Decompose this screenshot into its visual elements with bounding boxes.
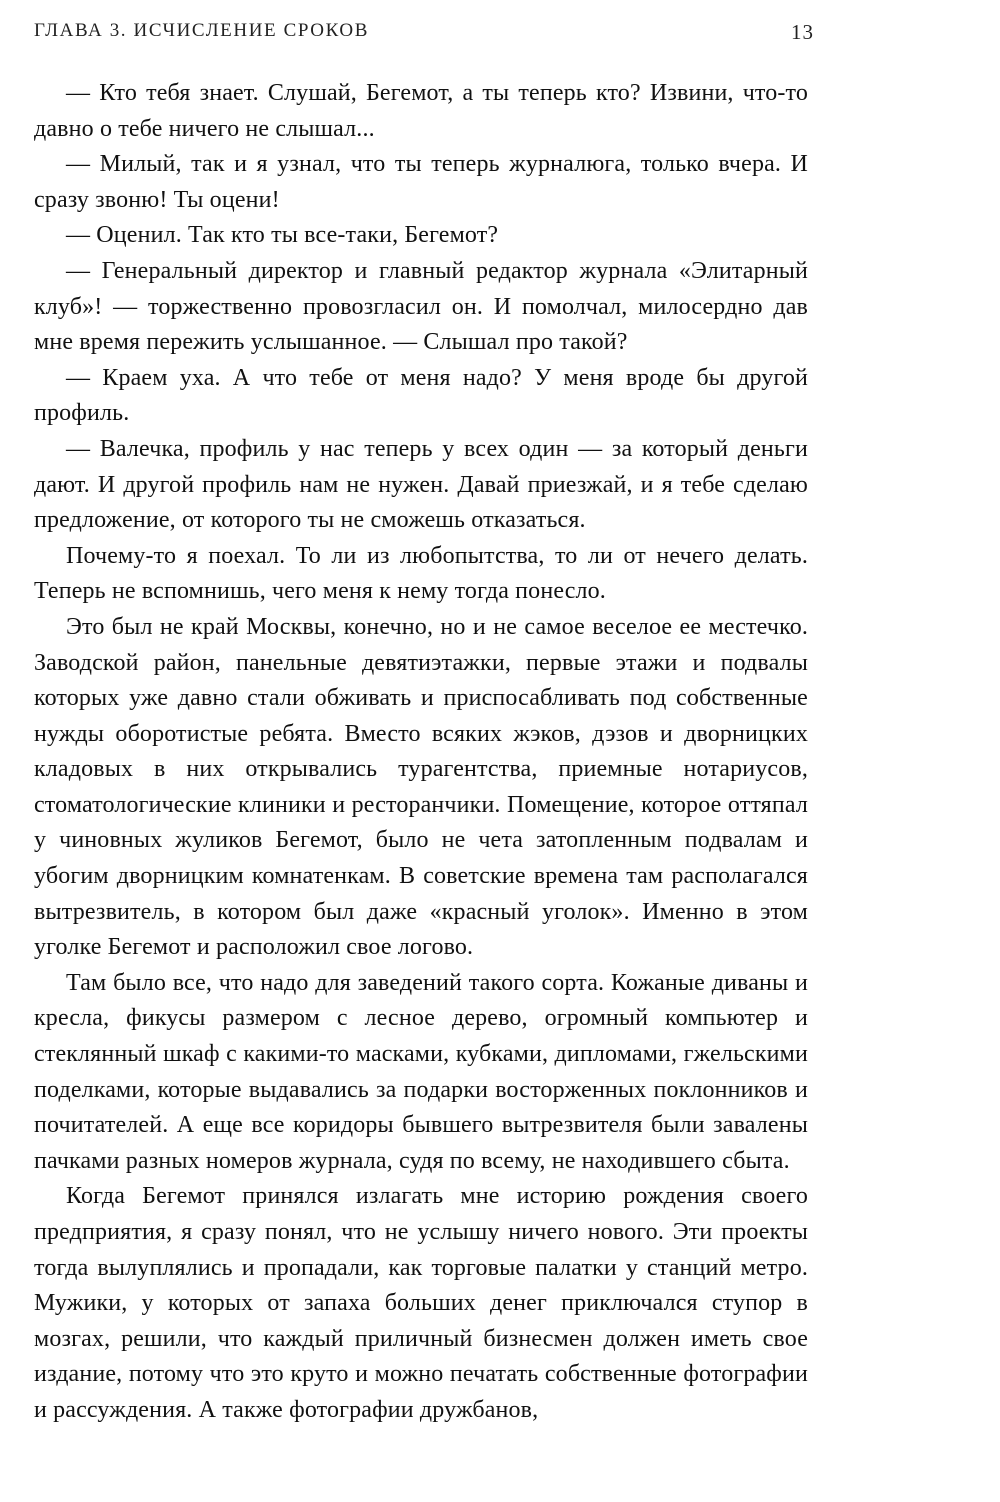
body-text bbox=[34, 76, 808, 1429]
paragraph: Почему-то я поехал. То ли из любопытства, то ли от нечего делать. Теперь не вспомнишь, чего меня к нему тогда понесло. bbox=[34, 542, 808, 605]
paragraph: Это был не край Москвы, конечно, но и не самое веселое ее местечко. Заводской район, панельные девятиэтажки, первые этажи и подвалы которых уже давно стали обживать и приспосабливать под собственные нужды оборотистые ребята. Вместо всяких жэков, дэзов и дворницких кладовых в них открывались турагентства, приемные нотариусов, стоматологические клиники и ресторанчики. Помещение, которое оттяпал у чиновных жуликов Бегемот, было не чета затопленным подвалам и убогим дворницким комнатенкам. В советские времена там располагался вытрезвитель, в котором был даже «красный уголок». Именно в этом уголке Бегемот и расположил свое логово. bbox=[34, 613, 808, 961]
chapter-title: ГЛАВА 3. ИСЧИСЛЕНИЕ СРОКОВ bbox=[34, 20, 369, 41]
page-number: 13 bbox=[791, 20, 814, 44]
paragraph: Когда Бегемот принялся излагать мне историю рождения своего предприятия, я сразу понял, что не услышу ничего нового. Эти проекты тогда вылуплялись и пропадали, как торговые палатки у станций метро. Мужики, у которых от запаха больших денег приключался ступор в мозгах, решили, что каждый приличный бизнесмен должен иметь свое издание, потому что это круто и можно печатать собственные фотографии и рассуждения. А также фотографии дружбанов, bbox=[34, 1183, 808, 1423]
paragraph: — Генеральный директор и главный редактор журнала «Элитарный клуб»! — торжественно провозгласил он. И помолчал, милосердно дав мне время пережить услышанное. — Слышал про такой? bbox=[34, 257, 808, 356]
paragraph: Там было все, что надо для заведений такого сорта. Кожаные диваны и кресла, фикусы размером с лесное дерево, огромный компьютер и стеклянный шкаф с какими-то масками, кубками, дипломами, гжельскими поделками, которые выдавались за подарки восторженных поклонников и почитателей. А еще все коридоры бывшего вытрезвителя были завалены пачками разных номеров журнала, судя по всему, не находившего сбыта. bbox=[34, 969, 808, 1174]
paragraph: — Краем уха. А что тебе от меня надо? У меня вроде бы другой профиль. bbox=[34, 364, 808, 427]
paragraph: — Валечка, профиль у нас теперь у всех один — за который деньги дают. И другой профиль нам не нужен. Давай приезжай, и я тебе сделаю предложение, от которого ты не сможешь отказаться. bbox=[34, 435, 808, 534]
paragraph: — Оценил. Так кто ты все-таки, Бегемот? bbox=[66, 222, 499, 249]
paragraph: — Кто тебя знает. Слушай, Бегемот, а ты теперь кто? Извини, что-то давно о тебе ничего не слышал... bbox=[34, 80, 808, 142]
running-head bbox=[34, 20, 814, 44]
paragraph: — Милый, так и я узнал, что ты теперь журналюга, только вчера. И сразу звоню! Ты оцени! bbox=[34, 151, 808, 213]
